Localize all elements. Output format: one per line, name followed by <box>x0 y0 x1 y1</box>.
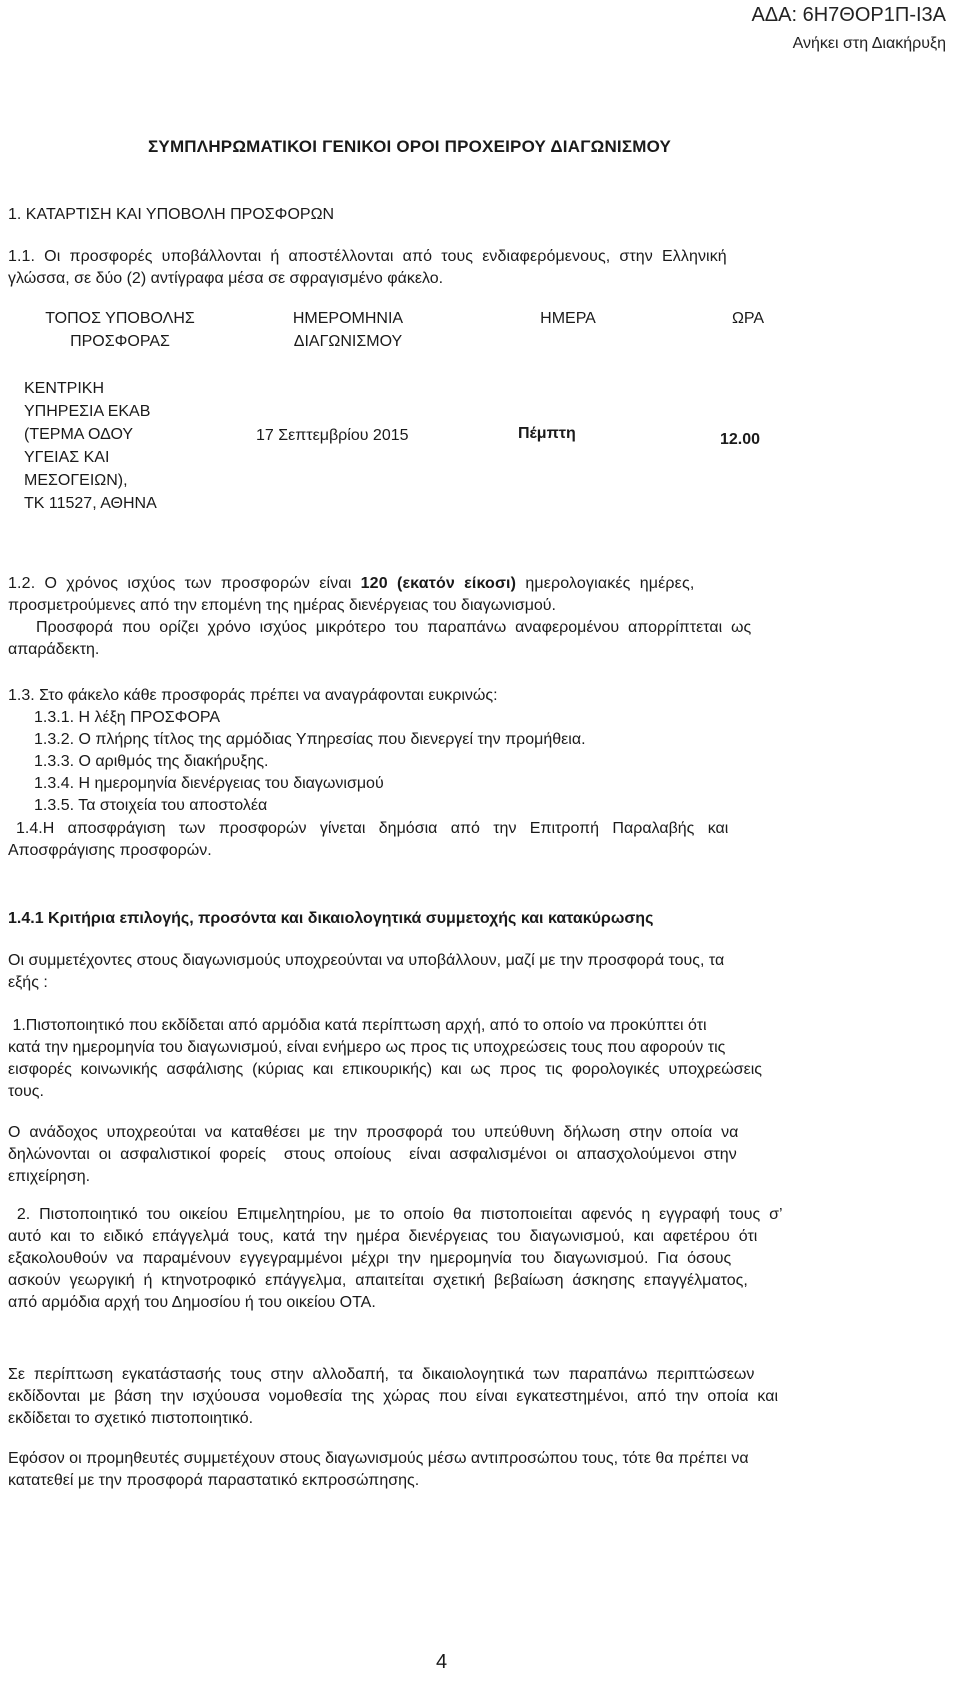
list-item: 1.3.2. Ο πλήρης τίτλος της αρμόδιας Υπηρεσίας που διενεργεί την προμήθεια. <box>34 731 586 748</box>
document-title: ΣΥΜΠΛΗΡΩΜΑΤΙΚΟΙ ΓΕΝΙΚΟΙ ΟΡΟΙ ΠΡΟΧΕΙΡΟΥ ΔΙΑΓΩΝΙΣΜΟΥ <box>148 137 672 156</box>
requirement-1-line: κατά την ημερομηνία του διαγωνισμού, είναι ενήμερο ως προς τις υποχρεώσεις τους που αφορούν τις <box>8 1039 726 1056</box>
cell-day: Πέμπτη <box>518 425 576 442</box>
paragraph-1-3-intro: 1.3. Στο φάκελο κάθε προσφοράς πρέπει να αναγράφονται ευκρινώς: <box>8 687 498 704</box>
representation-line: Εφόσον οι προμηθευτές συμμετέχουν στους διαγωνισμούς μέσω αντιπροσώπου τους, τότε θα πρέπει να <box>8 1450 749 1467</box>
header-day: ΗΜΕΡΑ <box>540 310 596 327</box>
header-date-line: ΔΙΑΓΩΝΙΣΜΟΥ <box>293 333 403 350</box>
paragraph-1-4-line: 1.4.Η αποσφράγιση των προσφορών γίνεται δημόσια από την Επιτροπή Παραλαβής και <box>16 820 729 837</box>
obligations-intro <box>8 950 886 994</box>
requirement-2 <box>8 1204 886 1314</box>
requirement-2-line: ασκούν γεωργική ή κτηνοτροφικό επάγγελμα, απαιτείται σχετική βεβαίωση άσκησης επαγγέλματος, <box>8 1272 748 1289</box>
list-item: 1.3.1. Η λέξη ΠΡΟΣΦΟΡΑ <box>34 709 221 726</box>
validity-days: 120 (εκατόν είκοσι) <box>360 575 517 592</box>
header-place-line: ΤΟΠΟΣ ΥΠΟΒΟΛΗΣ <box>45 310 195 327</box>
cell-place-line: ΚΕΝΤΡΙΚΗ <box>24 380 105 397</box>
paragraph-1-1-line: 1.1. Οι προσφορές υποβάλλονται ή αποστέλλονται από τους ενδιαφερόμενους, στην Ελληνική <box>8 248 727 265</box>
representation-line: κατατεθεί με την προσφορά παραστατικό εκπροσώπησης. <box>8 1472 420 1489</box>
paragraph-1-1-line: γλώσσα, σε δύο (2) αντίγραφα μέσα σε σφραγισμένο φάκελο. <box>8 270 444 287</box>
cell-place-line: ΜΕΣΟΓΕΙΩΝ), <box>24 472 128 489</box>
foreign-line: εκδίδεται το σχετικό πιστοποιητικό. <box>8 1410 254 1427</box>
cell-place-line: ΥΠΗΡΕΣΙΑ ΕΚΑΒ <box>24 403 151 420</box>
paragraph-1-2-line: Προσφορά που ορίζει χρόνο ισχύος μικρότερο του παραπάνω αναφερομένου απορρίπτεται ως <box>36 619 752 636</box>
cell-place-line: (ΤΕΡΜΑ ΟΔΟΥ <box>24 426 134 443</box>
page-number: 4 <box>436 1651 448 1673</box>
section-1-4-1-heading: 1.4.1 Κριτήρια επιλογής, προσόντα και δικαιολογητικά συμμετοχής και κατακύρωσης <box>8 910 654 927</box>
ada-code: ΑΔΑ: 6Η7ΘΟΡ1Π-Ι3Α <box>751 4 946 26</box>
cell-place <box>24 377 224 515</box>
header-date-line: ΗΜΕΡΟΜΗΝΙΑ <box>292 310 404 327</box>
cell-date: 17 Σεπτεμβρίου 2015 <box>256 427 409 444</box>
representation-paragraph <box>8 1448 886 1492</box>
requirement-1-line: εισφορές κοινωνικής ασφάλισης (κύριας και επικουρικής) και ως προς τις φορολογικές υποχρεώσεις <box>8 1061 762 1078</box>
paragraph-1-2 <box>8 573 886 661</box>
validity-text: ημερολογιακές ημέρες, <box>516 575 695 592</box>
paragraph-1-2-line <box>8 573 886 595</box>
validity-text: 1.2. Ο χρόνος ισχύος των προσφορών είναι <box>8 575 361 592</box>
header-date <box>258 307 438 353</box>
section-1-heading: 1. ΚΑΤΑΡΤΙΣΗ ΚΑΙ ΥΠΟΒΟΛΗ ΠΡΟΣΦΟΡΩΝ <box>8 206 335 223</box>
obligations-intro-line: εξής : <box>8 974 48 991</box>
belongs-to-notice: Ανήκει στη Διακήρυξη <box>792 35 946 52</box>
foreign-line: εκδίδονται με βάση την ισχύουσα νομοθεσία της χώρας που είναι εγκατεστημένοι, από την οποία και <box>8 1388 779 1405</box>
declaration-paragraph <box>8 1122 886 1188</box>
declaration-line: δηλώνονται οι ασφαλιστικοί φορείς στους οποίους είναι ασφαλισμένοι οι απασχολούμενοι στην <box>8 1146 737 1163</box>
requirement-2-line: 2. Πιστοποιητικό του οικείου Επιμελητηρίου, με το οποίο θα πιστοποιείται αφενός η εγγραφή τους σ’ <box>8 1206 783 1223</box>
paragraph-1-3 <box>8 685 586 817</box>
cell-place-line: ΤΚ 11527, ΑΘΗΝΑ <box>24 495 157 512</box>
paragraph-1-2-line: προσμετρούμενες από την επομένη της ημέρας διενέργειας του διαγωνισμού. <box>8 597 556 614</box>
requirement-2-line: εξακολουθούν να παραμένουν εγγεγραμμένοι μέχρι την ημερομηνία του διαγωνισμού. Για όσους <box>8 1250 732 1267</box>
cell-place-line: ΥΓΕΙΑΣ ΚΑΙ <box>24 449 110 466</box>
declaration-line: Ο ανάδοχος υποχρεούται να καταθέσει με την προσφορά του υπεύθυνη δήλωση στην οποία να <box>8 1124 739 1141</box>
list-item: 1.3.4. Η ημερομηνία διενέργειας του διαγωνισμού <box>34 775 384 792</box>
paragraph-1-1 <box>8 246 886 290</box>
paragraph-1-4 <box>8 818 886 862</box>
paragraph-1-2-line: απαράδεκτη. <box>8 641 100 658</box>
declaration-line: επιχείρηση. <box>8 1168 91 1185</box>
requirement-1-line: τους. <box>8 1083 44 1100</box>
foreign-paragraph <box>8 1364 886 1430</box>
paragraph-1-4-line: Αποσφράγισης προσφορών. <box>8 842 212 859</box>
obligations-intro-line: Οι συμμετέχοντες στους διαγωνισμούς υποχρεούνται να υποβάλλουν, μαζί με την προσφορά τους, τα <box>8 952 725 969</box>
list-item: 1.3.3. Ο αριθμός της διακήρυξης. <box>34 753 269 770</box>
list-item: 1.3.5. Τα στοιχεία του αποστολέα <box>34 797 268 814</box>
requirement-1-line: 1.Πιστοποιητικό που εκδίδεται από αρμόδια κατά περίπτωση αρχή, από το οποίο να προκύπτει ότι <box>8 1017 707 1034</box>
header-place-line: ΠΡΟΣΦΟΡΑΣ <box>70 333 170 350</box>
requirement-2-line: από αρμόδια αρχή του Δημοσίου ή του οικείου ΟΤΑ. <box>8 1294 376 1311</box>
header-time: ΩΡΑ <box>731 310 765 327</box>
foreign-line: Σε περίπτωση εγκατάστασής τους στην αλλοδαπή, τα δικαιολογητικά των παραπάνω περιπτώσεων <box>8 1366 755 1383</box>
header-place <box>20 307 220 353</box>
requirement-1 <box>8 1015 886 1103</box>
cell-time: 12.00 <box>720 431 761 448</box>
requirement-2-line: αυτό και το ειδικό επάγγελμά τους, κατά την ημέρα διενέργειας του διαγωνισμού, και αφετέρου ότι <box>8 1228 758 1245</box>
